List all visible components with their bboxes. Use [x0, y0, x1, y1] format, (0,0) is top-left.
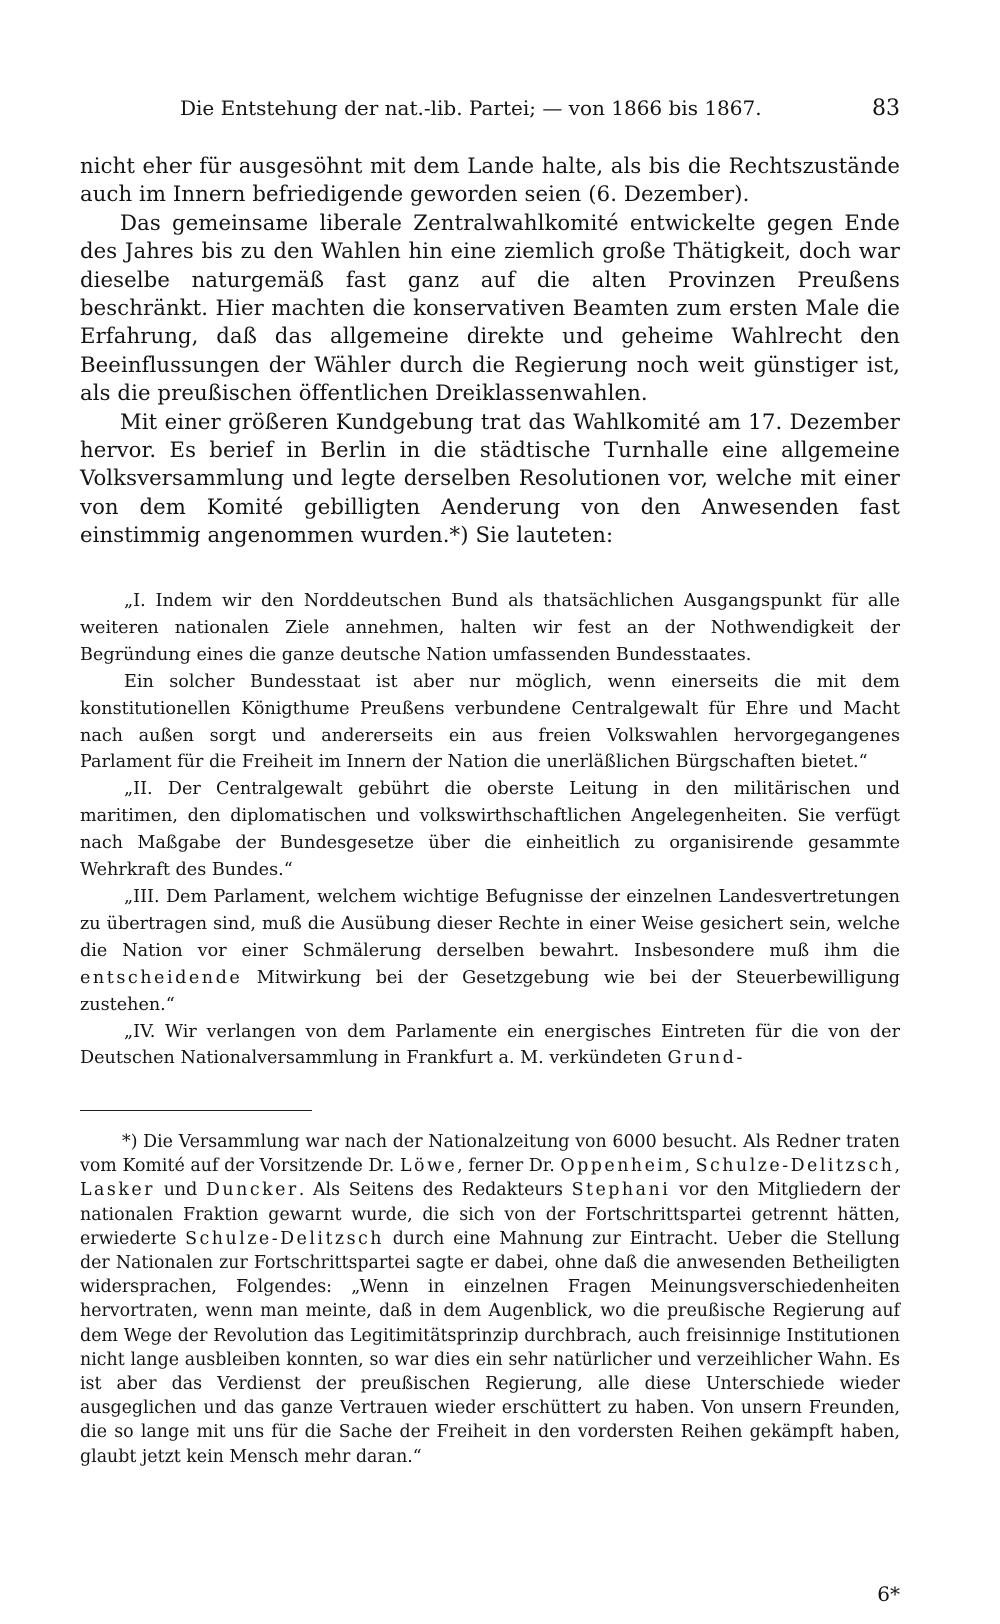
- speaker-name-loewe: Löwe: [399, 1156, 458, 1177]
- footnote-text-2: , ferner Dr.: [457, 1156, 561, 1177]
- running-head: Die Entstehung der nat.-lib. Partei; — von 1866 bis 1867.: [180, 96, 762, 120]
- footnote-text-8: durch eine Mahnung zur Eintracht. Ueber die Stellung der Nationalen zur Fortschrittspartei sagte er dabei, ohne daß die anwesenden Betheiligten widersprachen, Folgendes: „Wenn in einzelnen Fragen Meinungsverschiedenheiten hervortraten, wenn man meinte, daß in dem Augenblick, wo die preußische Regierung auf dem Wege der Revolution das Legitimitätsprinzip durchbrach, auch freisinnige Institutionen nicht lange ausbleiben konnten, so war dies ein sehr natürlicher und verzeihlicher Wahn. Es ist aber das Verdienst der preußischen Regierung, alle diese Unterschiede wieder ausgeglichen und das ganze Vertrauen wieder erschüttert zu haben. Von unsern Freunden, die so lange mit uns für die Sache der Freiheit in den vordersten Reihen gekämpft haben, glaubt jetzt kein Mensch mehr daran.“: [80, 1228, 901, 1467]
- footnote-text-3: ,: [684, 1156, 696, 1177]
- speaker-name-lasker: Lasker: [80, 1180, 155, 1201]
- resolution-4-text: „IV. Wir verlangen von dem Parlamente ein energisches Eintreten für die von der Deutschen Nationalversammlung in Frankfurt a. M. verkündeten: [80, 1021, 900, 1069]
- footnote-paragraph: [80, 1130, 900, 1469]
- signature-mark: 6*: [877, 1582, 900, 1606]
- resolutions-block: [80, 588, 900, 1072]
- resolution-2: „II. Der Centralgewalt gebührt die oberste Leitung in den militärischen und maritimen, den diplomatischen und volkswirthschaftlichen Angelegenheiten. Sie verfügt nach Maßgabe der Bundesgesetze über die einheitlich zu organisirende gesammte Wehrkraft des Bundes.“: [80, 779, 900, 881]
- editor-name-stephani: Stephani: [571, 1180, 671, 1201]
- footnote: [80, 1130, 900, 1469]
- main-text: [80, 152, 900, 550]
- footnote-text-7: vor den Mitgliedern der nationalen Fraktion gewarnt wurde, die sich von der Fortschrittspartei getrennt hätten, erwiederte: [80, 1180, 900, 1249]
- speaker-name-oppenheim: Oppenheim: [560, 1156, 685, 1177]
- speaker-name-duncker: Duncker: [205, 1180, 299, 1201]
- resolution-4: [80, 1019, 900, 1073]
- page-header: [80, 96, 900, 126]
- resolution-1a: „I. Indem wir den Norddeutschen Bund als thatsächlichen Ausgangspunkt für alle weiteren nationalen Ziele annehmen, halten wir fest an der Nothwendigkeit der Begründung eines die ganze deutsche Nation umfassenden Bundesstaates.: [80, 591, 900, 665]
- paragraph-zentralwahlkomite: Das gemeinsame liberale Zentralwahlkomité entwickelte gegen Ende des Jahres bis zu den Wahlen hin eine ziemlich große Thätigkeit, doch war dieselbe naturgemäß fast ganz auf die alten Provinzen Preußens beschränkt. Hier machten die konservativen Beamten zum ersten Male die Erfahrung, daß das allgemeine direkte und geheime Wahlrecht den Beeinflussungen der Wähler durch die Regierung noch weit günstiger ist, als die preußischen öffentlichen Dreiklassenwahlen.: [80, 209, 900, 406]
- speaker-name-schulze: Schulze-Delitzsch: [695, 1156, 895, 1177]
- footnote-text-5: und: [154, 1180, 206, 1201]
- resolution-4-emphasis: Grund-: [667, 1048, 745, 1069]
- resolution-3: [80, 884, 900, 1019]
- footnote-divider: [80, 1110, 312, 1111]
- footnote-text-1: *) Die Versammlung war nach der Nationalzeitung von 6000 besucht. Als Redner traten vom Komité auf der Vorsitzende Dr.: [80, 1132, 900, 1177]
- resolution-1b: Ein solcher Bundesstaat ist aber nur möglich, wenn einerseits die mit dem konstitutionellen Königthume Preußens verbundene Centralgewalt für Ehre und Macht nach außen sorgt und andererseits ein aus freien Volkswahlen hervorgegangenes Parlament für die Freiheit im Innern der Nation die unerläßlichen Bürgschaften bietet.“: [80, 671, 900, 773]
- resolution-3-text-b: Mitwirkung bei der Gesetzgebung wie bei der Steuerbewilligung zustehen.“: [80, 967, 900, 1015]
- speaker-name-schulze-2: Schulze-Delitzsch: [185, 1228, 384, 1249]
- footnote-text-6: . Als Seitens des Redakteurs: [298, 1180, 572, 1201]
- resolution-3-text-a: „III. Dem Parlament, welchem wichtige Befugnisse der einzelnen Landesvertretungen zu übertragen sind, muß die Ausübung dieser Rechte in einer Weise gesichert sein, welche die Nation vor einer Schmälerung derselben bewahrt. Insbesondere muß ihm die: [80, 886, 900, 961]
- paragraph-kundgebung: Mit einer größeren Kundgebung trat das Wahlkomité am 17. Dezember hervor. Es berief in Berlin in die städtische Turnhalle eine allgemeine Volksversammlung und legte derselben Resolutionen vor, welche mit einer von dem Komité gebilligten Aenderung von den Anwesenden fast einstimmig angenommen wurden.*) Sie lauteten:: [80, 408, 900, 548]
- resolution-3-emphasis: entscheidende: [80, 967, 243, 988]
- footnote-text-4: ,: [894, 1156, 900, 1177]
- page-number: 83: [872, 96, 900, 121]
- paragraph-continuation: nicht eher für ausgesöhnt mit dem Lande halte, als bis die Rechtszustände auch im Innern befriedigende geworden seien (6. Dezember).: [80, 153, 900, 207]
